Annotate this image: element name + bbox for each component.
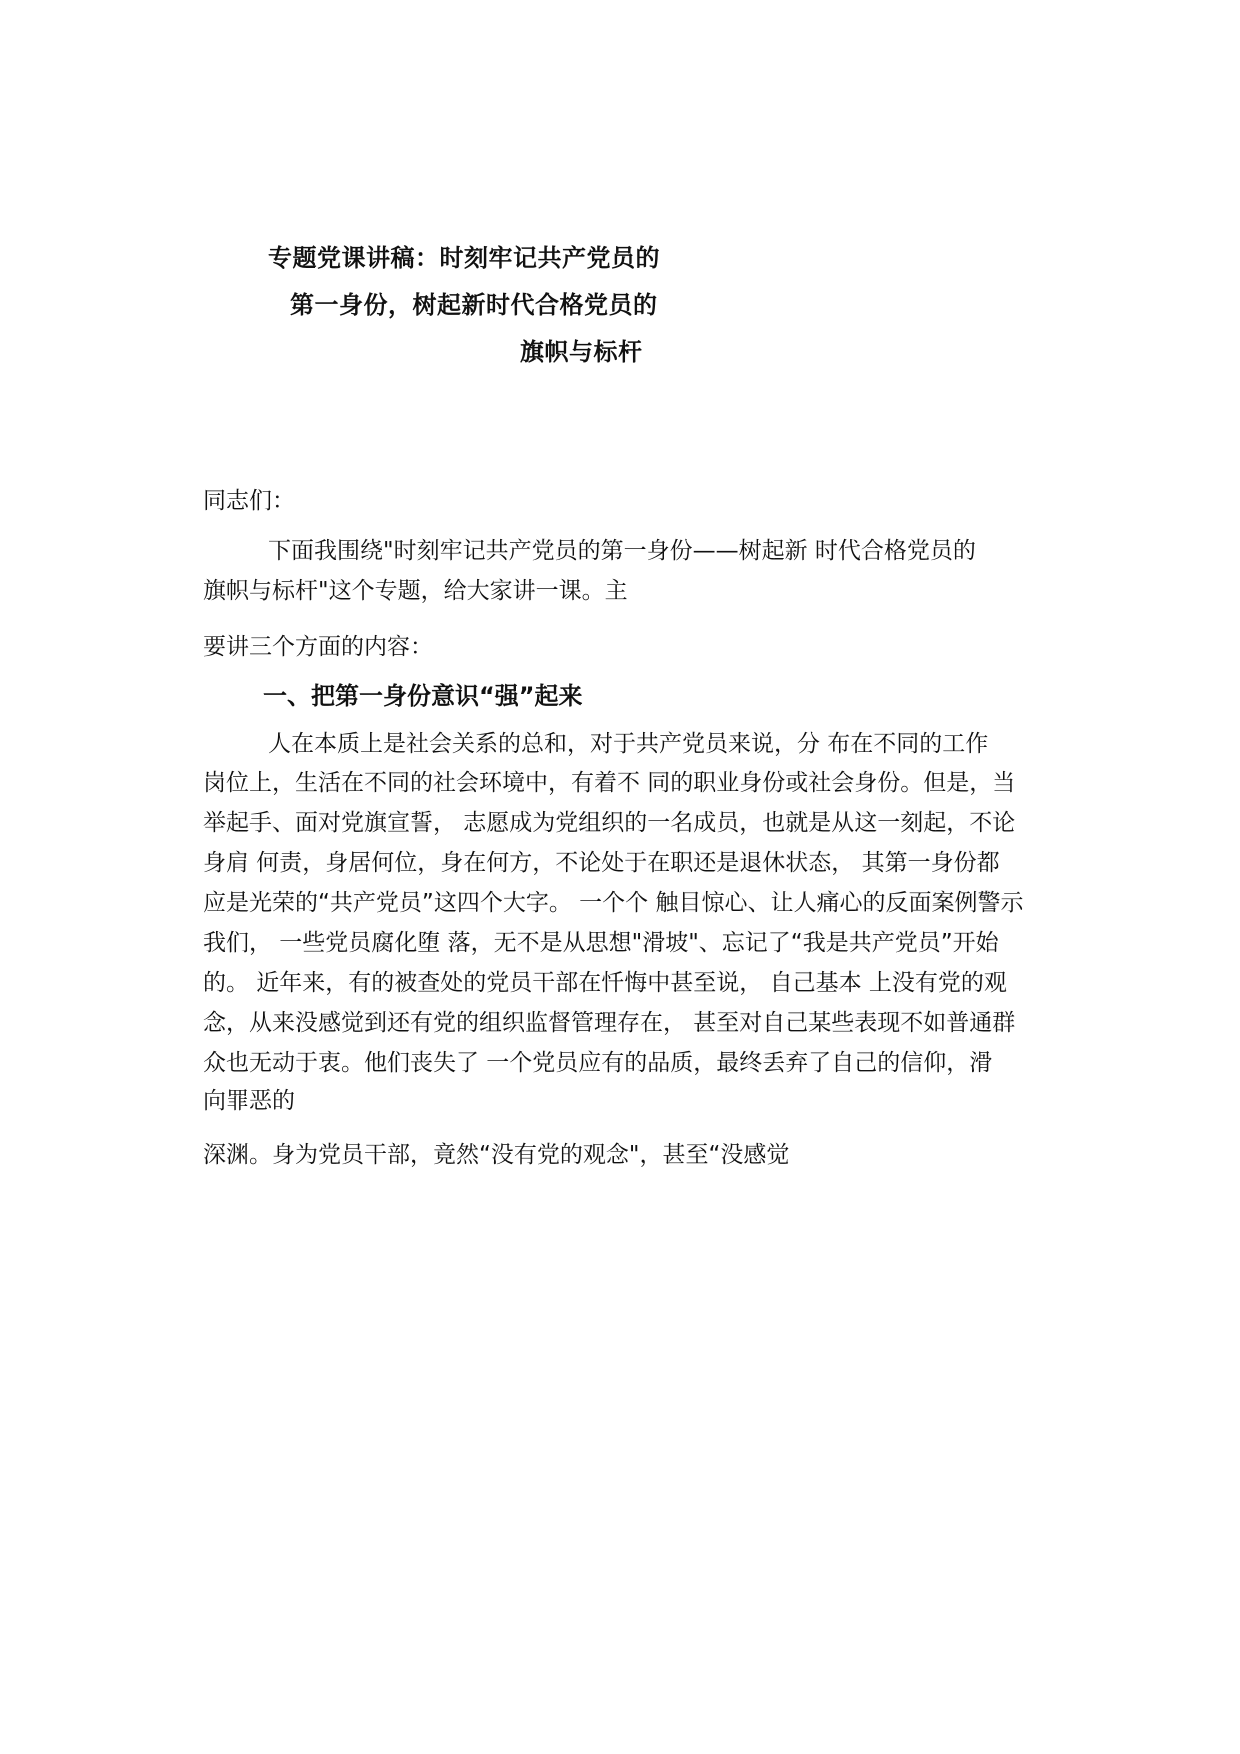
body-line-7: 的。 近年来，有的被查处的党员干部在忏悔中甚至说， 自己基本 上没有党的观 — [203, 970, 1007, 996]
title-line-1: 专题党课讲稿：时刻牢记共产党员的 — [268, 244, 660, 272]
body-line-1: 人在本质上是社会关系的总和，对于共产党员来说，分 布在不同的工作 — [268, 731, 989, 757]
body-line-2: 岗位上，生活在不同的社会环境中，有着不 同的职业身份或社会身份。但是，当 — [203, 770, 1016, 796]
body-line-6: 我们， 一些党员腐化堕 落，无不是从思想"滑坡"、忘记了“我是共产党员”开始 — [203, 930, 999, 956]
intro-line-2: 旗帜与标杆"这个专题，给大家讲一课。主 — [203, 578, 628, 604]
intro-line-3: 要讲三个方面的内容： — [203, 634, 433, 660]
section-heading: 一、把第一身份意识“强”起来 — [263, 682, 583, 710]
closing-line: 深渊。身为党员干部，竟然“没有党的观念"，甚至“没感觉 — [203, 1142, 790, 1168]
body-line-4: 身肩 何责，身居何位，身在何方，不论处于在职还是退休状态， 其第一身份都 — [203, 850, 1000, 876]
body-line-9: 众也无动于衷。他们丧失了 一个党员应有的品质，最终丢弃了自己的信仰，滑 — [203, 1050, 993, 1076]
body-line-10: 向罪恶的 — [203, 1088, 295, 1114]
intro-line-1: 下面我围绕"时刻牢记共产党员的第一身份——树起新 时代合格党员的 — [268, 538, 976, 564]
body-line-8: 念，从来没感觉到还有党的组织监督管理存在， 甚至对自己某些表现不如普通群 — [203, 1010, 1016, 1036]
title-line-2: 第一身份，树起新时代合格党员的 — [290, 291, 658, 319]
body-line-3: 举起手、面对党旗宣誓， 志愿成为党组织的一名成员，也就是从这一刻起，不论 — [203, 810, 1016, 836]
title-line-3: 旗帜与标杆 — [520, 338, 643, 366]
body-line-5: 应是光荣的“共产党员”这四个大字。 一个个 触目惊心、让人痛心的反面案例警示 — [203, 890, 1024, 916]
salutation: 同志们： — [203, 488, 295, 514]
